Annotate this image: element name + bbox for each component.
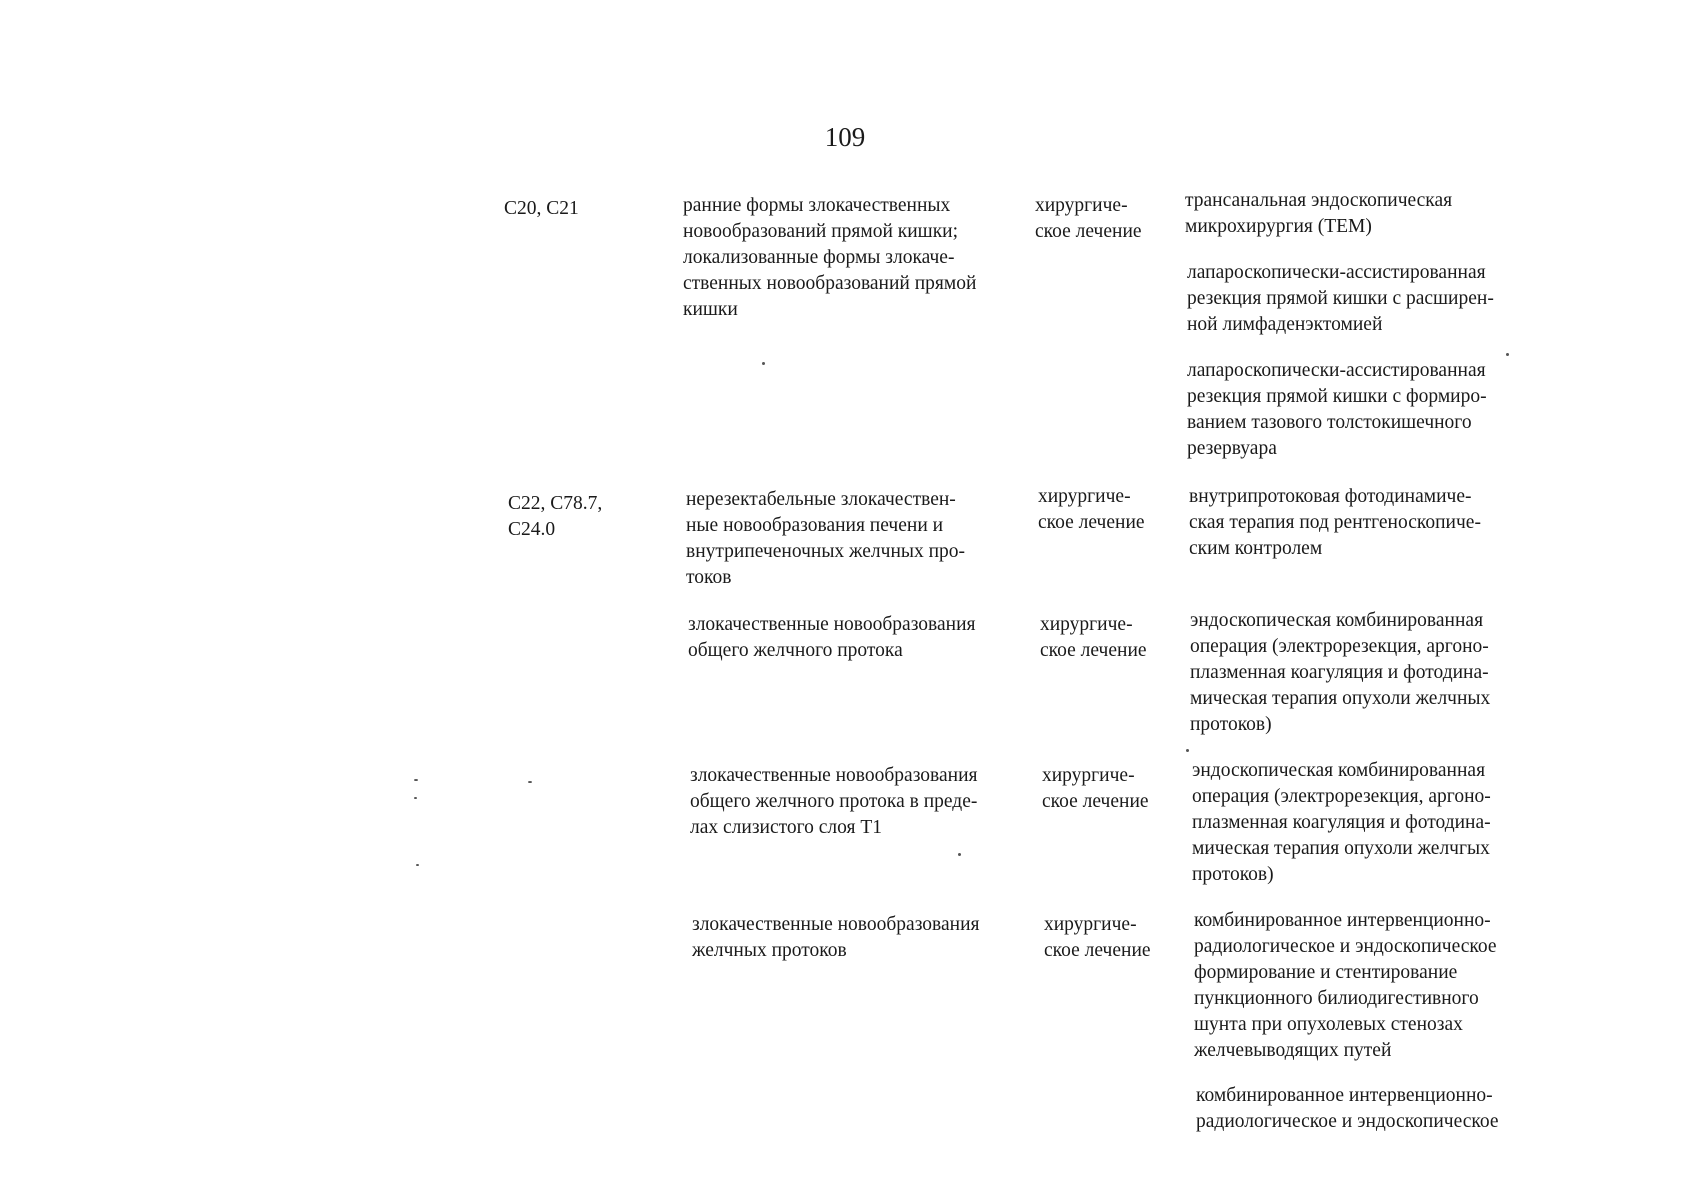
row-1-diagnosis: ранние формы злокачественных новообразований прямой кишки; локализованные формы злокаче- ственных новообразований прямой кишки bbox=[683, 195, 977, 320]
scan-speck bbox=[958, 853, 961, 856]
row-3-treatment: хирургиче- ское лечение bbox=[1040, 614, 1147, 661]
row-5-method-2: комбинированное интервенционно- радиологическое и эндоскопическое bbox=[1196, 1085, 1499, 1132]
scan-speck bbox=[528, 781, 532, 783]
scan-speck bbox=[762, 362, 765, 365]
row-1-method-1: трансанальная эндоскопическая микрохирургия (ТЕМ) bbox=[1185, 190, 1453, 237]
row-4-diagnosis: злокачественные новообразования общего желчного протока в преде- лах слизистого слоя Т1 bbox=[690, 765, 978, 838]
scan-speck bbox=[414, 779, 418, 781]
row-2-treatment: хирургиче- ское лечение bbox=[1038, 486, 1145, 533]
row-5-diagnosis: злокачественные новообразования желчных протоков bbox=[692, 914, 980, 961]
scan-speck bbox=[416, 864, 419, 866]
row-1-treatment: хирургиче- ское лечение bbox=[1035, 195, 1142, 242]
row-5-method-1: комбинированное интервенционно- радиологическое и эндоскопическое формирование и стентирование пункционного билиодигестивного шунта при опухолевых стенозах желчевыводящих путей bbox=[1194, 910, 1497, 1061]
row-2-diagnosis: нерезектабельные злокачествен- ные новообразования печени и внутрипеченочных желчных про- токов bbox=[686, 489, 966, 588]
row-5-treatment: хирургиче- ское лечение bbox=[1044, 914, 1151, 961]
row-4-treatment: хирургиче- ское лечение bbox=[1042, 765, 1149, 812]
row-3-diagnosis: злокачественные новообразования общего желчного протока bbox=[688, 614, 976, 661]
row-2-method-1: внутрипротоковая фотодинамиче- ская терапия под рентгеноскопиче- ским контролем bbox=[1189, 486, 1481, 559]
scan-speck bbox=[1506, 353, 1509, 356]
row-1-method-3: лапароскопически-ассистированная резекция прямой кишки с формиро- ванием тазового толстокишечного резервуара bbox=[1187, 360, 1487, 459]
scan-speck bbox=[414, 797, 417, 799]
page-number: 109 bbox=[824, 122, 866, 152]
row-1-method-2: лапароскопически-ассистированная резекция прямой кишки с расширен- ной лимфаденэктомией bbox=[1187, 262, 1494, 335]
row-2-code: C22, C78.7, C24.0 bbox=[508, 493, 603, 540]
scan-speck bbox=[1186, 749, 1189, 752]
row-4-method-1: эндоскопическая комбинированная операция (электрорезекция, аргоно- плазменная коагуляция и фотодина- мическая терапия опухоли желчгых протоков) bbox=[1192, 760, 1491, 885]
row-3-method-1: эндоскопическая комбинированная операция (электрорезекция, аргоно- плазменная коагуляция и фотодина- мическая терапия опухоли желчных протоков) bbox=[1190, 610, 1491, 735]
row-1-code: C20, C21 bbox=[504, 198, 579, 219]
